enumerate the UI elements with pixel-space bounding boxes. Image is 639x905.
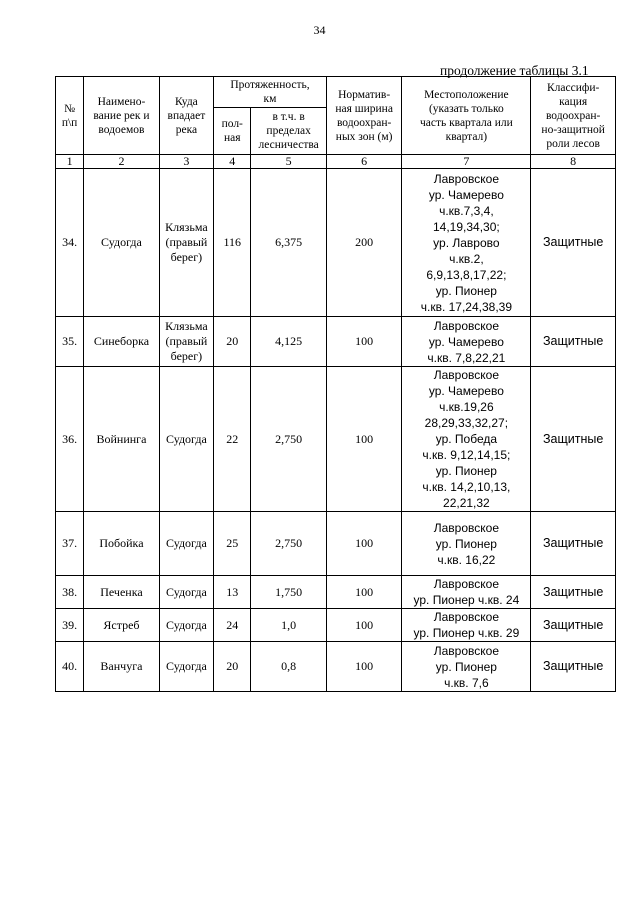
table-row (56, 367, 616, 512)
full-length: 20 (214, 317, 251, 367)
table-row (56, 642, 616, 692)
col-number: 8 (531, 155, 616, 169)
col-number: 1 (56, 155, 84, 169)
table-row (56, 317, 616, 367)
classification: Защитные (531, 317, 616, 367)
classification: Защитные (531, 642, 616, 692)
protection-zone-width: 100 (326, 512, 402, 576)
header-name: Наимено- вание рек и водоемов (84, 77, 160, 155)
protection-zone-width: 100 (326, 609, 402, 642)
location: Лавровское ур. Пионер ч.кв. 16,22 (402, 512, 531, 576)
full-length: 22 (214, 367, 251, 512)
length-in-forestry: 4,125 (251, 317, 327, 367)
row-number: 35. (56, 317, 84, 367)
length-in-forestry: 0,8 (251, 642, 327, 692)
protection-zone-width: 200 (326, 169, 402, 317)
header-width: Норматив- ная ширина водоохран- ных зон (м) (326, 77, 402, 155)
header-where: Куда впадает река (159, 77, 213, 155)
protection-zone-width: 100 (326, 642, 402, 692)
row-number: 39. (56, 609, 84, 642)
header-location: Местоположение (указать только часть квартала или квартал) (402, 77, 531, 155)
row-number: 34. (56, 169, 84, 317)
location: Лавровское ур. Чамерево ч.кв.7,3,4, 14,19,34,30; ур. Лаврово ч.кв.2, 6,9,13,8,17,22; ур. Пионер ч.кв. 17,24,38,39 (402, 169, 531, 317)
classification: Защитные (531, 367, 616, 512)
length-in-forestry: 2,750 (251, 367, 327, 512)
location: Лавровское ур. Чамерево ч.кв.19,26 28,29,33,32,27; ур. Победа ч.кв. 9,12,14,15; ур. Пионер ч.кв. 14,2,10,13, 22,21,32 (402, 367, 531, 512)
header-length: Протяженность, км (214, 77, 327, 108)
table-row (56, 576, 616, 609)
full-length: 13 (214, 576, 251, 609)
length-in-forestry: 2,750 (251, 512, 327, 576)
river-name: Судогда (84, 169, 160, 317)
flows-into: Судогда (159, 367, 213, 512)
header-num: № п\п (56, 77, 84, 155)
full-length: 20 (214, 642, 251, 692)
protection-zone-width: 100 (326, 317, 402, 367)
row-number: 38. (56, 576, 84, 609)
river-name: Ванчуга (84, 642, 160, 692)
page-number: 34 (313, 23, 326, 37)
row-number: 40. (56, 642, 84, 692)
flows-into: Судогда (159, 609, 213, 642)
classification: Защитные (531, 609, 616, 642)
flows-into: Судогда (159, 512, 213, 576)
river-name: Печенка (84, 576, 160, 609)
table-row (56, 512, 616, 576)
col-number: 7 (402, 155, 531, 169)
flows-into: Клязьма (правый берег) (159, 169, 213, 317)
full-length: 116 (214, 169, 251, 317)
header-classification: Классифи- кация водоохран- но-защитной роли лесов (531, 77, 616, 155)
protection-zone-width: 100 (326, 576, 402, 609)
table-row (56, 609, 616, 642)
protection-zone-width: 100 (326, 367, 402, 512)
flows-into: Судогда (159, 576, 213, 609)
header-full-length: пол- ная (214, 108, 251, 155)
row-number: 36. (56, 367, 84, 512)
flows-into: Клязьма (правый берег) (159, 317, 213, 367)
col-number: 5 (251, 155, 327, 169)
location: Лавровское ур. Пионер ч.кв. 7,6 (402, 642, 531, 692)
classification: Защитные (531, 512, 616, 576)
col-number: 4 (214, 155, 251, 169)
full-length: 25 (214, 512, 251, 576)
location: Лавровское ур. Чамерево ч.кв. 7,8,22,21 (402, 317, 531, 367)
flows-into: Судогда (159, 642, 213, 692)
length-in-forestry: 1,750 (251, 576, 327, 609)
table-continuation-caption: продолжение таблицы 3.1 (440, 63, 589, 78)
length-in-forestry: 6,375 (251, 169, 327, 317)
header-length-in-forestry: в т.ч. в пределах лесничества (251, 108, 327, 155)
river-name: Синеборка (84, 317, 160, 367)
river-name: Ястреб (84, 609, 160, 642)
table-row (56, 169, 616, 317)
water-protection-table (55, 76, 616, 692)
col-number: 6 (326, 155, 402, 169)
location: Лавровское ур. Пионер ч.кв. 24 (402, 576, 531, 609)
classification: Защитные (531, 576, 616, 609)
river-name: Побойка (84, 512, 160, 576)
row-number: 37. (56, 512, 84, 576)
length-in-forestry: 1,0 (251, 609, 327, 642)
location: Лавровское ур. Пионер ч.кв. 29 (402, 609, 531, 642)
river-name: Войнинга (84, 367, 160, 512)
col-number: 2 (84, 155, 160, 169)
col-number: 3 (159, 155, 213, 169)
classification: Защитные (531, 169, 616, 317)
full-length: 24 (214, 609, 251, 642)
